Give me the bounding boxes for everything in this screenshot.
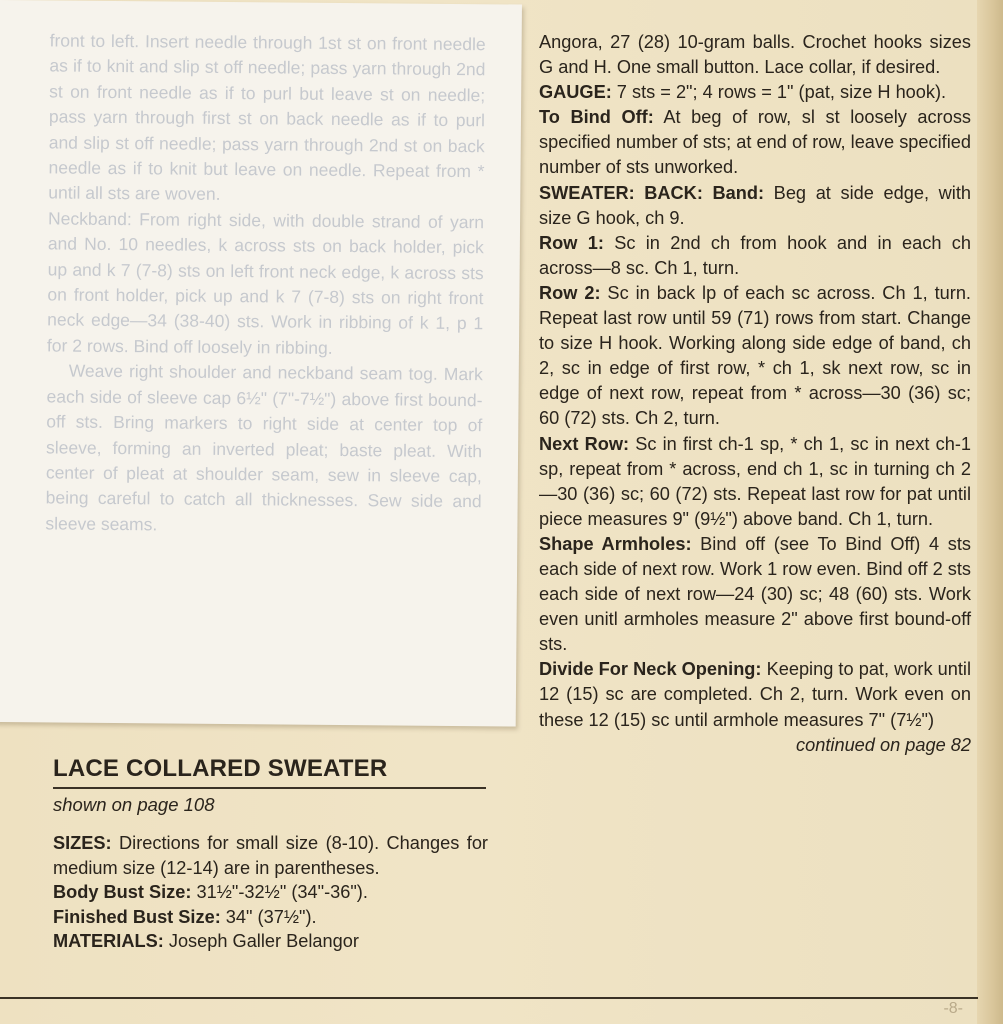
title-rule <box>53 787 486 789</box>
left-body-text <box>53 831 488 954</box>
paragraph-text: 7 sts = 2"; 4 rows = 1" (pat, size H hook). <box>611 82 947 103</box>
paragraph-label: Shape Armholes: <box>539 533 692 554</box>
bleed-paragraph: Neckband: From right side, with double strand of yarn and No. 10 needles, k across sts on back holder, pick up and k 7 (7-8) sts on left front neck edge, k across sts on front holder, pick up and k 7 (7-8) sts on right front neck edge—34 (38-40) sts. Work in ribbing of k 1, p 1 for 2 rows. Bind off loosely in ribbing. <box>46 208 485 358</box>
paragraph-label: MATERIALS: <box>53 931 164 952</box>
paragraph <box>53 831 488 880</box>
paragraph-text: Beg at side edge, with size G hook, ch 9. <box>539 182 971 228</box>
paragraph-label: Next Row: <box>539 433 630 454</box>
paragraph-label: To Bind Off: <box>539 107 654 128</box>
adjacent-page-edge <box>977 0 1003 1024</box>
bleed-paragraph: Weave right shoulder and neckband seam tog. Mark each side of sleeve cap 6½" (7"-7½") above first bound-off sts. Bring markers to right side at center top of sleeve, forming an inverted pleat; baste pleat. With center of pleat at shoulder seam, sew in sleeve cap, being careful to catch all thicknesses. Sew side and sleeve seams. <box>45 360 483 535</box>
paragraph <box>53 905 488 930</box>
paragraph-text: Sc in first ch-1 sp, * ch 1, sc in next ch-1 sp, repeat from * across, end ch 1, sc in turning ch 2—30 (36) sc; 60 (72) sts. Repeat last row for pat until piece measures 9" (9½") above band. Ch 1, turn. <box>539 433 972 529</box>
paragraph-label: GAUGE: <box>539 82 612 103</box>
paragraph-text: 31½"-32½" (34"-36"). <box>191 882 368 903</box>
bleed-paragraph: front to left. Insert needle through 1st st on front needle as if to knit and slip st off needle; pass yarn through 2nd st on front needle as if to purl but leave st on needle; pass yarn through first st on back needle as if to purl and slip st off needle; pass yarn through 2nd st on back needle as if to knit but leave on needle. Repeat from * until all sts are woven. <box>48 30 486 205</box>
paragraph <box>539 30 971 80</box>
pasted-paper-slip <box>0 0 522 727</box>
paragraph <box>539 657 971 732</box>
paragraph-text: Angora, 27 (28) 10-gram balls. Crochet hooks sizes G and H. One small button. Lace collar, if desired. <box>539 32 971 78</box>
paragraph-label: SWEATER: BACK: Band: <box>539 182 765 203</box>
paragraph-label: Divide For Neck Opening: <box>539 659 762 680</box>
continued-note: continued on page 82 <box>796 734 971 755</box>
paragraph-label: SIZES: <box>53 833 112 853</box>
bleed-through-text <box>45 28 485 540</box>
sweater-article-right-column <box>539 30 971 758</box>
page-folio: -8- <box>943 1000 963 1017</box>
paragraph-text: Directions for small size (8-10). Changes for medium size (12-14) are in parentheses. <box>53 833 488 878</box>
article-title: LACE COLLARED SWEATER <box>53 755 388 782</box>
paragraph-label: Row 2: <box>539 282 601 303</box>
paragraph <box>539 432 971 532</box>
right-body-text <box>539 30 971 733</box>
paragraph <box>539 231 971 281</box>
paragraph <box>539 181 971 231</box>
paragraph-text: 34" (37½"). <box>220 906 317 927</box>
page-bottom-rule <box>0 997 978 999</box>
sweater-article-left-column <box>53 753 488 954</box>
paragraph <box>53 929 488 954</box>
paragraph <box>539 532 971 657</box>
paragraph-text: Bind off (see To Bind Off) 4 sts each side of next row. Work 1 row even. Bind off 2 sts each side of next row—24 (30) sc; 48 (60) sts. Work even unitl armholes measure 2" above first bound-off sts. <box>539 533 972 655</box>
paragraph-text: Sc in back lp of each sc across. Ch 1, turn. Repeat last row until 59 (71) rows from start. Change to size H hook. Working along side edge of band, ch 2, sc in edge of first row, * ch 1, sk next row, sc in edge of next row, repeat from * across—30 (36) sc; 60 (72) sts. Ch 2, turn. <box>539 282 971 429</box>
paragraph <box>539 80 971 105</box>
paragraph <box>53 880 488 905</box>
paragraph-text: At beg of row, sl st loosely across specified number of sts; at end of row, leave specified number of sts unworked. <box>539 107 972 178</box>
paragraph <box>539 105 971 180</box>
article-subtitle: shown on page 108 <box>53 794 215 815</box>
paragraph-text: Joseph Galler Belangor <box>163 931 359 952</box>
paragraph-text: Keeping to pat, work until 12 (15) sc are completed. Ch 2, turn. Work even on these 12 (15) sc until armhole measures 7" (7½") <box>539 659 972 730</box>
paragraph-label: Finished Bust Size: <box>53 906 221 927</box>
paragraph-label: Row 1: <box>539 232 604 253</box>
paragraph-text: Sc in 2nd ch from hook and in each ch across—8 sc. Ch 1, turn. <box>539 232 971 278</box>
paragraph <box>539 281 971 432</box>
paragraph-label: Body Bust Size: <box>53 882 192 903</box>
